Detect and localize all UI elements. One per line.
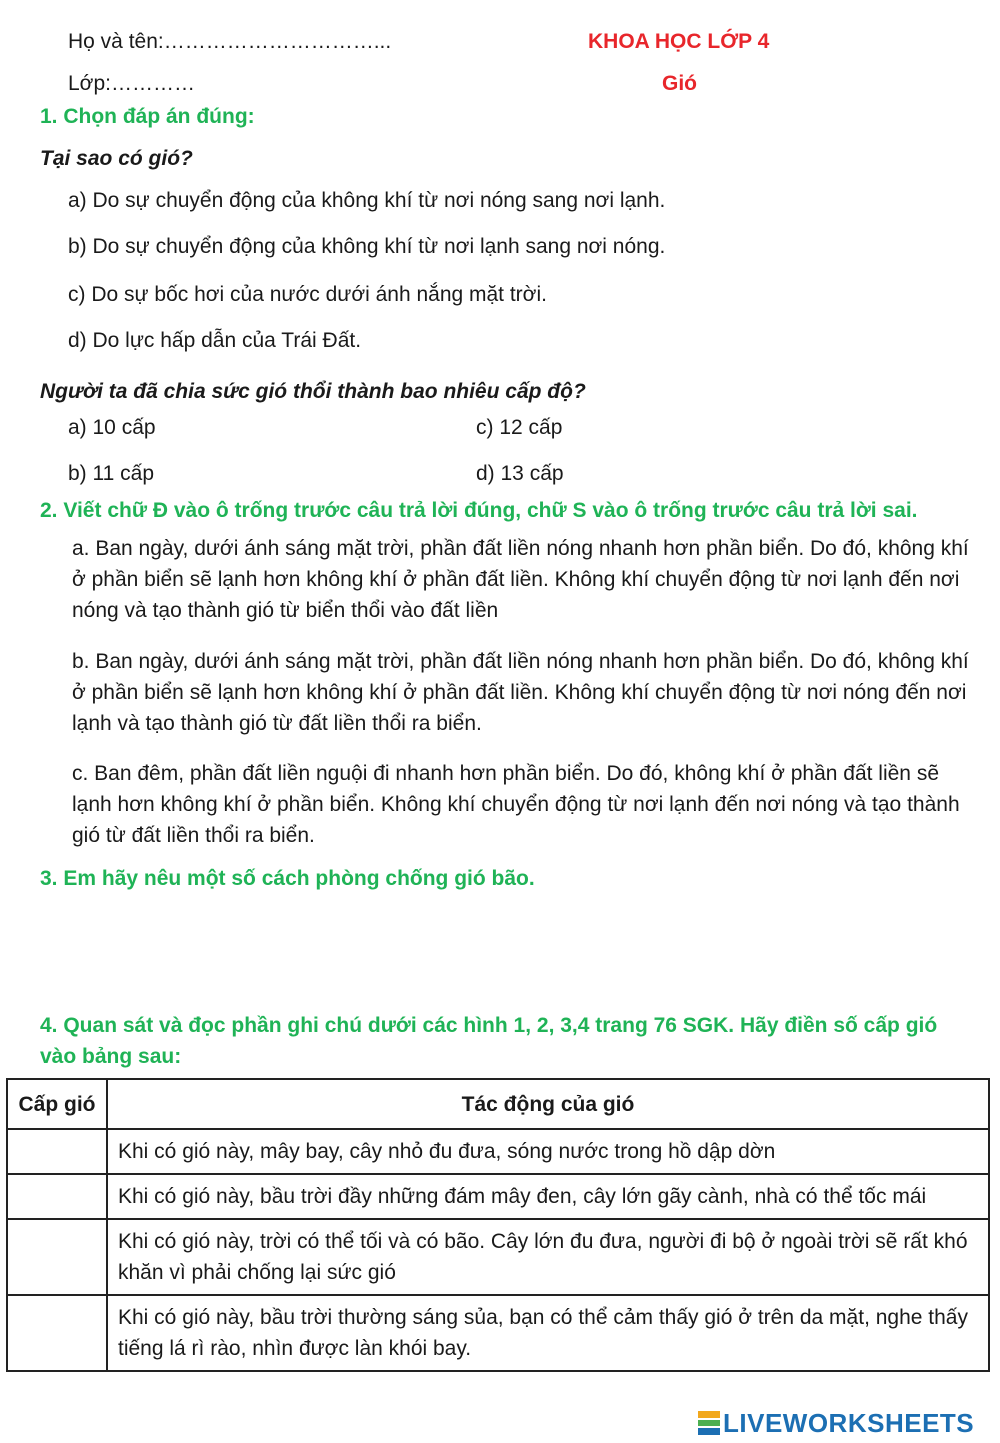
- q1-option-b[interactable]: b) Do sự chuyển động của không khí từ nơi lạnh sang nơi nóng.: [68, 235, 666, 258]
- table-row: [7, 1129, 989, 1174]
- question-2: Người ta đã chia sức gió thổi thành bao nhiêu cấp độ?: [40, 380, 586, 403]
- statement-b: b. Ban ngày, dưới ánh sáng mặt trời, phần đất liền nóng nhanh hơn phần biển. Do đó, không khí ở phần biển sẽ lạnh hơn không khí ở phần đất liền. Không khí chuyển động từ nơi nóng đến nơi lạnh và tạo thành gió từ đất liền thổi ra biển.: [72, 650, 969, 735]
- header-wind-level: Cấp gió: [7, 1079, 107, 1129]
- wind-effect-cell: Khi có gió này, trời có thể tối và có bão. Cây lớn đu đưa, người đi bộ ở ngoài trời sẽ rất khó khăn vì phải chống lại sức gió: [107, 1219, 989, 1295]
- table-row: [7, 1219, 989, 1295]
- q2-option-c[interactable]: c) 12 cấp: [476, 416, 563, 439]
- subject-title: KHOA HỌC LỚP 4: [588, 30, 770, 53]
- statement-c: c. Ban đêm, phần đất liền nguội đi nhanh hơn phần biển. Do đó, không khí ở phần đất liền sẽ lạnh hơn không khí ở phần biển. Không khí chuyển động từ nơi lạnh đến nơi nóng và tạo thành gió từ đất liền thổi ra biển.: [72, 762, 960, 847]
- section-2-title: 2. Viết chữ Đ vào ô trống trước câu trả lời đúng, chữ S vào ô trống trước câu trả lời sai.: [40, 499, 918, 522]
- wind-level-answer-cell[interactable]: [7, 1174, 107, 1219]
- table-row: [7, 1174, 989, 1219]
- class-field-label: Lớp:…………: [68, 72, 195, 95]
- liveworksheets-logo: [698, 1408, 974, 1438]
- wind-level-table: [6, 1078, 990, 1372]
- wind-level-answer-cell[interactable]: [7, 1295, 107, 1371]
- wind-level-answer-cell[interactable]: [7, 1219, 107, 1295]
- logo-mark-icon: [698, 1410, 720, 1436]
- question-1: Tại sao có gió?: [40, 147, 193, 170]
- name-field-label: Họ và tên:…………………………...: [68, 30, 392, 53]
- q1-option-a[interactable]: a) Do sự chuyển động của không khí từ nơi nóng sang nơi lạnh.: [68, 189, 666, 212]
- q1-option-c[interactable]: c) Do sự bốc hơi của nước dưới ánh nắng mặt trời.: [68, 283, 547, 306]
- wind-effect-cell: Khi có gió này, bầu trời thường sáng sủa, bạn có thể cảm thấy gió ở trên da mặt, nghe thấy tiếng lá rì rào, nhìn được làn khói bay.: [107, 1295, 989, 1371]
- header-wind-effect: Tác động của gió: [107, 1079, 989, 1129]
- wind-effect-cell: Khi có gió này, bầu trời đầy những đám mây đen, cây lớn gãy cành, nhà có thể tốc mái: [107, 1174, 989, 1219]
- wind-effect-cell: Khi có gió này, mây bay, cây nhỏ đu đưa, sóng nước trong hồ dập dờn: [107, 1129, 989, 1174]
- q1-option-d[interactable]: d) Do lực hấp dẫn của Trái Đất.: [68, 329, 362, 352]
- logo-text: LIVEWORKSHEETS: [723, 1407, 975, 1438]
- q2-option-d[interactable]: d) 13 cấp: [476, 462, 564, 485]
- statement-a: a. Ban ngày, dưới ánh sáng mặt trời, phần đất liền nóng nhanh hơn phần biển. Do đó, không khí ở phần biển sẽ lạnh hơn không khí ở phần đất liền. Không khí chuyển động từ nơi lạnh đến nơi nóng và tạo thành gió từ biển thổi vào đất liền: [72, 537, 969, 622]
- topic-title: Gió: [662, 72, 697, 95]
- q2-option-b[interactable]: b) 11 cấp: [68, 462, 154, 485]
- section-3-title: 3. Em hãy nêu một số cách phòng chống gió bão.: [40, 867, 535, 890]
- q2-option-a[interactable]: a) 10 cấp: [68, 416, 156, 439]
- table-row: [7, 1295, 989, 1371]
- section-4-title: 4. Quan sát và đọc phần ghi chú dưới các hình 1, 2, 3,4 trang 76 SGK. Hãy điền số cấp gió vào bảng sau:: [40, 1014, 938, 1068]
- table-header-row: [7, 1079, 989, 1129]
- section-1-title: 1. Chọn đáp án đúng:: [40, 105, 255, 128]
- wind-level-answer-cell[interactable]: [7, 1129, 107, 1174]
